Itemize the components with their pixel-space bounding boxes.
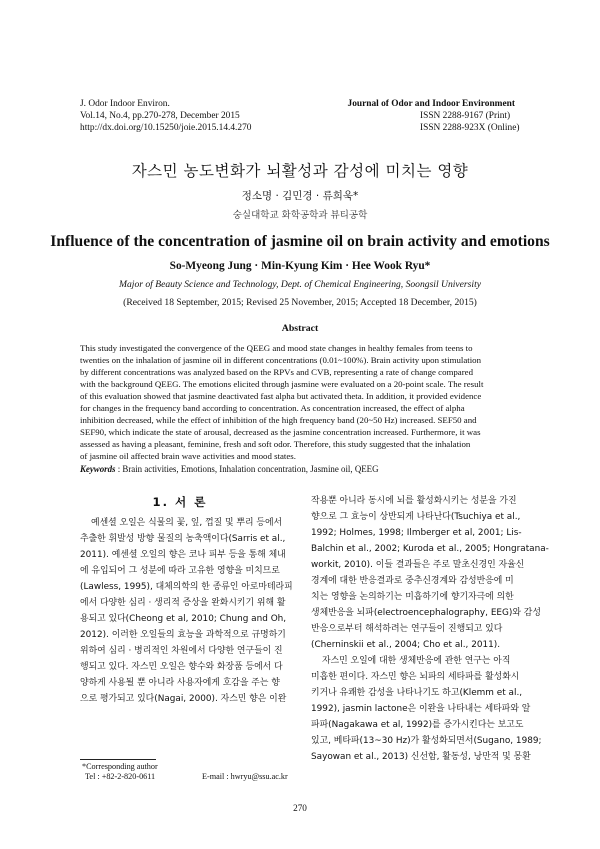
body-line: 1992; Holmes, 1998; Ilmberger et al, 2001; Lis- xyxy=(311,528,522,538)
footnote-email: E-mail : hwryu@ssu.ac.kr xyxy=(202,772,288,781)
korean-affiliation: 숭실대학교 화학공학과 뷰티공학 xyxy=(232,210,368,221)
body-line: 2012). 이러한 오일들의 효능을 과학적으로 규명하기 xyxy=(80,630,286,640)
body-line: 에 유입되어 그 성분에 따라 고유한 영향을 미치므로 xyxy=(80,566,280,576)
body-line: 추출한 휘발성 방향 물질의 농축액이다(Sarris et al., xyxy=(80,534,286,544)
keywords xyxy=(80,464,379,474)
abstract-line: for changes in the frequency band according to concentration. As concentration increased, the effect of alpha xyxy=(80,403,465,413)
abstract-line: inhibition decreased, while the effect of inhibition of the high frequency band (20~50 Hz) increased. SEF50 and xyxy=(80,415,477,425)
body-line: 경계에 대한 반응결과로 중추신경계와 감성반응에 미 xyxy=(311,576,514,586)
abstract-line: twenties on the inhalation of jasmine oil in different concentrations (0.01~100%). Brain activity upon stimulation xyxy=(80,355,482,365)
body-line: 키거나 유쾌한 감성을 나타나기도 하고(Klemm et al., xyxy=(311,688,523,698)
korean-authors: 정소명 · 김민경 · 류희욱* xyxy=(241,190,359,202)
footnote-corresponding: *Corresponding author xyxy=(82,762,158,771)
header-volume: Vol.14, No.4, pp.270-278, December 2015 xyxy=(80,111,240,121)
body-line: 으로 평가되고 있다(Nagai, 2000). 자스민 향은 이완 xyxy=(80,694,287,704)
abstract-line: with the background QEEG. The emotions elicited through jasmine were evaluated on a 20-point scale. The result xyxy=(80,379,484,389)
header-doi: http://dx.doi.org/10.15250/joie.2015.14.4.270 xyxy=(80,123,252,133)
body-line: 작용뿐 아니라 동시에 뇌를 활성화시키는 성분을 가진 xyxy=(311,496,517,506)
received-dates: (Received 18 September, 2015; Revised 25 November, 2015; Accepted 18 December, 2015) xyxy=(123,297,477,308)
body-line: 위하여 심리 · 병리적인 차원에서 다양한 연구들이 진 xyxy=(80,646,283,656)
body-line: 자스민 오일에 대한 생체반응에 관한 연구는 아직 xyxy=(322,656,511,666)
body-line: 행되고 있다. 자스민 오일은 향수와 화장품 등에서 다 xyxy=(80,662,283,672)
body-line: 용되고 있다(Cheong et al, 2010; Chung and Oh, xyxy=(80,614,287,624)
header-issn-online: ISSN 2288-923X (Online) xyxy=(420,123,520,133)
body-line: 예센셜 오일은 식물의 꽃, 잎, 껍질 및 뿌리 등에서 xyxy=(91,518,283,528)
footnote-tel: Tel : +82-2-820-0611 xyxy=(85,772,156,781)
abstract-line: by different concentrations was analyzed based on the RPVs and CVB, representing a rate of change compared xyxy=(80,367,474,377)
abstract-line: of jasmine oil affected brain wave activities and mood states. xyxy=(80,451,296,461)
body-line: 있고, 베타파(13~30 Hz)가 활성화되면서(Sugano, 1989; xyxy=(311,736,542,746)
keywords-label: Keywords xyxy=(80,464,116,474)
english-authors: So-Myeong Jung · Min-Kyung Kim · Hee Wook Ryu* xyxy=(169,260,431,272)
abstract-line: assessed as having a pleasant, feminine, fresh and soft odor. Therefore, this study suggested that the inhalation xyxy=(80,439,471,449)
section-title-introduction: 1. 서 론 xyxy=(152,495,208,509)
body-line: 파파(Nagakawa et al, 1992)를 증가시킨다는 보고도 xyxy=(311,720,524,730)
korean-title: 자스민 농도변화가 뇌활성과 감성에 미치는 영향 xyxy=(131,162,469,180)
abstract-line: This study investigated the convergence of the QEEG and mood state changes in healthy females from teens to xyxy=(80,343,473,353)
body-line: Balchin et al., 2002; Kuroda et al., 2005; Hongratana- xyxy=(311,544,549,554)
abstract-heading: Abstract xyxy=(281,323,319,334)
header-journal-name: Journal of Odor and Indoor Environment xyxy=(347,99,515,109)
footnote-divider xyxy=(80,759,156,760)
body-line: (Lawless, 1995), 대체의학의 한 종류인 아로마테라피 xyxy=(80,582,293,592)
header-journal-abbrev: J. Odor Indoor Environ. xyxy=(80,99,170,109)
body-line: 미흡한 편이다. 자스민 향은 뇌파의 세타파를 활성화시 xyxy=(311,672,520,682)
body-line: 반응으로부터 해석하려는 연구들이 진행되고 있다 xyxy=(311,624,503,634)
body-line: Sayowan et al., 2013) 신선함, 활동성, 낭만적 및 몽환 xyxy=(311,752,531,762)
english-affiliation: Major of Beauty Science and Technology, Dept. of Chemical Engineering, Soongsil University xyxy=(118,279,481,290)
body-line: 향으로 그 효능이 상반되게 나타난다(Tsuchiya et al., xyxy=(311,512,521,522)
body-line: 생체반응을 뇌파(electroencephalography, EEG)와 감성 xyxy=(311,608,541,618)
abstract-line: of this evaluation showed that jasmine deactivated fast alpha but activated theta. In addition, it provided evidence xyxy=(80,391,482,401)
abstract-line: SEF90, which indicate the state of arousal, decreased as the jasmine concentration increased. Furthermore, it was xyxy=(80,427,481,437)
body-line: 치는 영향을 논의하기는 미흡하기에 향기자극에 의한 xyxy=(311,592,514,602)
body-line: (Cherninskii et al., 2004; Cho et al., 2011). xyxy=(311,640,501,650)
body-line: 에서 다양한 심리 · 생리적 증상을 완화시키기 위해 활 xyxy=(80,598,286,608)
body-line: workit, 2010). 이들 결과들은 주로 말초신경인 자율신 xyxy=(311,560,525,570)
body-line: 1992), jasmin lactone은 이완을 나타내는 세타파와 알 xyxy=(311,704,531,714)
body-line: 양하게 사용될 뿐 아니라 사용자에게 호감을 주는 향 xyxy=(80,678,280,688)
english-title: Influence of the concentration of jasmine oil on brain activity and emotions xyxy=(50,233,550,250)
page-number: 270 xyxy=(293,803,307,813)
keywords-list: : Brain activities, Emotions, Inhalation concentration, Jasmine oil, QEEG xyxy=(115,464,379,474)
header-issn-print: ISSN 2288-9167 (Print) xyxy=(420,111,511,121)
body-line: 2011). 예센셜 오일의 향은 코나 피부 등을 통해 체내 xyxy=(80,550,286,560)
